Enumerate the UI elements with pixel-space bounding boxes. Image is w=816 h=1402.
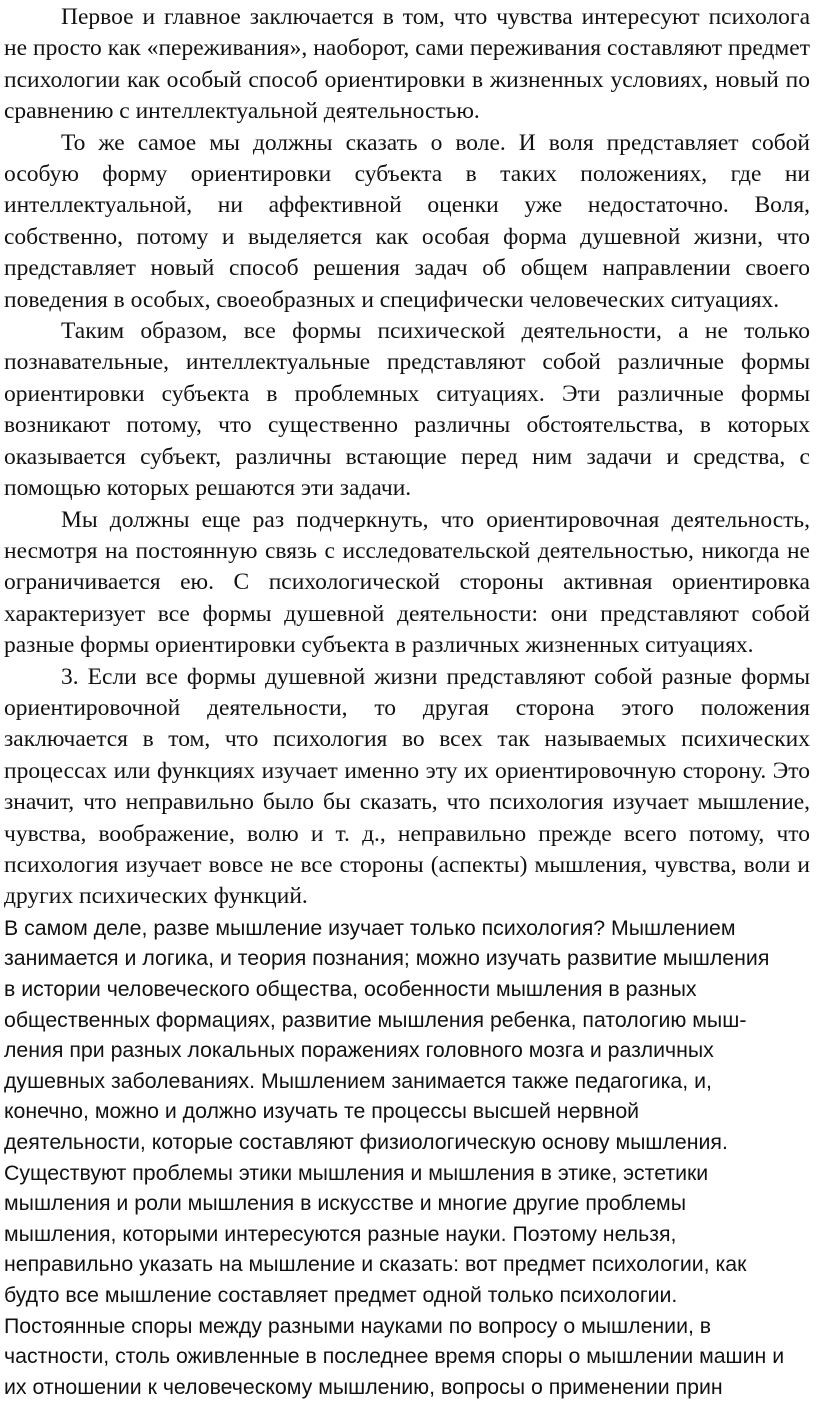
- plain-line: занимается и логика, и теория познания; можно изучать развитие мышления: [4, 946, 770, 971]
- plain-line: их отношении к человеческому мышлению, вопросы о применении прин: [4, 1374, 723, 1399]
- plain-line: душевных заболеваниях. Мышлением занимается также педагогика, и,: [4, 1068, 712, 1093]
- plain-line: общественных формациях, развитие мышления ребенка, патологию мыш-: [4, 1007, 747, 1032]
- plain-line: частности, столь оживленные в последнее время споры о мышлении машин и: [4, 1344, 785, 1369]
- paragraph-forms-of-activity: Таким образом, все формы психической деятельности, а не только познавательные, интеллектуальные представляют собой различные формы ориентировки субъекта в проблемных ситуациях. Эти различные формы возникают потому, что существенно различны обстоятельства, в которых оказывается субъект, различны встающие перед ним задачи и средства, с помощью которых решаются эти задачи.: [4, 318, 810, 502]
- plain-line: деятельности, которые составляют физиологическую основу мышления.: [4, 1129, 728, 1154]
- paragraph-section-3: 3. Если все формы душевной жизни представляют собой разные формы ориентировочной деятельности, то другая сторона этого положения заключается в том, что психология во всех так называемых психических процессах или функциях изучает именно эту их ориентировочную сторону. Это значит, что неправильно было бы сказать, что психология изучает мышление, чувства, воображение, волю и т. д., неправильно прежде всего потому, что психология изучает вовсе не все стороны (аспекты) мышления, чувства, воли и других психических функций.: [4, 663, 810, 910]
- plain-line: конечно, можно и должно изучать те процессы высшей нервной: [4, 1099, 640, 1124]
- plain-line: Постоянные споры между разными науками по вопросу о мышлении, в: [4, 1313, 712, 1338]
- plain-text-block: [4, 913, 810, 1402]
- plain-line: мышления и роли мышления в искусстве и многие другие проблемы: [4, 1191, 686, 1216]
- plain-line: В самом деле, разве мышление изучает только психология? Мышлением: [4, 915, 736, 940]
- plain-line: в истории человеческого общества, особенности мышления в разных: [4, 976, 697, 1001]
- paragraph-feelings: Первое и главное заключается в том, что чувства интересуют психолога не просто как «переживания», наоборот, сами переживания составляют предмет психологии как особый способ ориентировки в жизненных условиях, новый по сравнению с интеллектуальной деятельностью.: [4, 4, 810, 125]
- plain-line: ления при разных локальных поражениях головного мозга и различных: [4, 1038, 714, 1063]
- paragraph-orienting-activity: Мы должны еще раз подчеркнуть, что ориентировочная деятельность, несмотря на постоянную связь с исследовательской деятельностью, никогда не ограничивается ею. С психологической стороны активная ориентировка характеризует все формы душевной деятельности: они представляют собой разные формы ориентировки субъекта в различных жизненных ситуациях.: [4, 506, 810, 659]
- plain-line: Существуют проблемы этики мышления и мышления в этике, эстетики: [4, 1160, 709, 1185]
- paragraph-will: То же самое мы должны сказать о воле. И воля представляет собой особую форму ориентировки субъекта в таких положениях, где ни интеллектуальной, ни аффективной оценки уже недостаточно. Воля, собственно, потому и выделяется как особая форма душевной жизни, что представляет новый способ решения задач об общем направлении своего поведения в особых, своеобразных и специфически человеческих ситуациях.: [4, 129, 810, 313]
- plain-line: мышления, которыми интересуются разные науки. Поэтому нельзя,: [4, 1221, 677, 1246]
- plain-line: неправильно указать на мышление и сказать: вот предмет психологии, как: [4, 1252, 747, 1277]
- plain-line: будто все мышление составляет предмет одной только психологии.: [4, 1282, 678, 1307]
